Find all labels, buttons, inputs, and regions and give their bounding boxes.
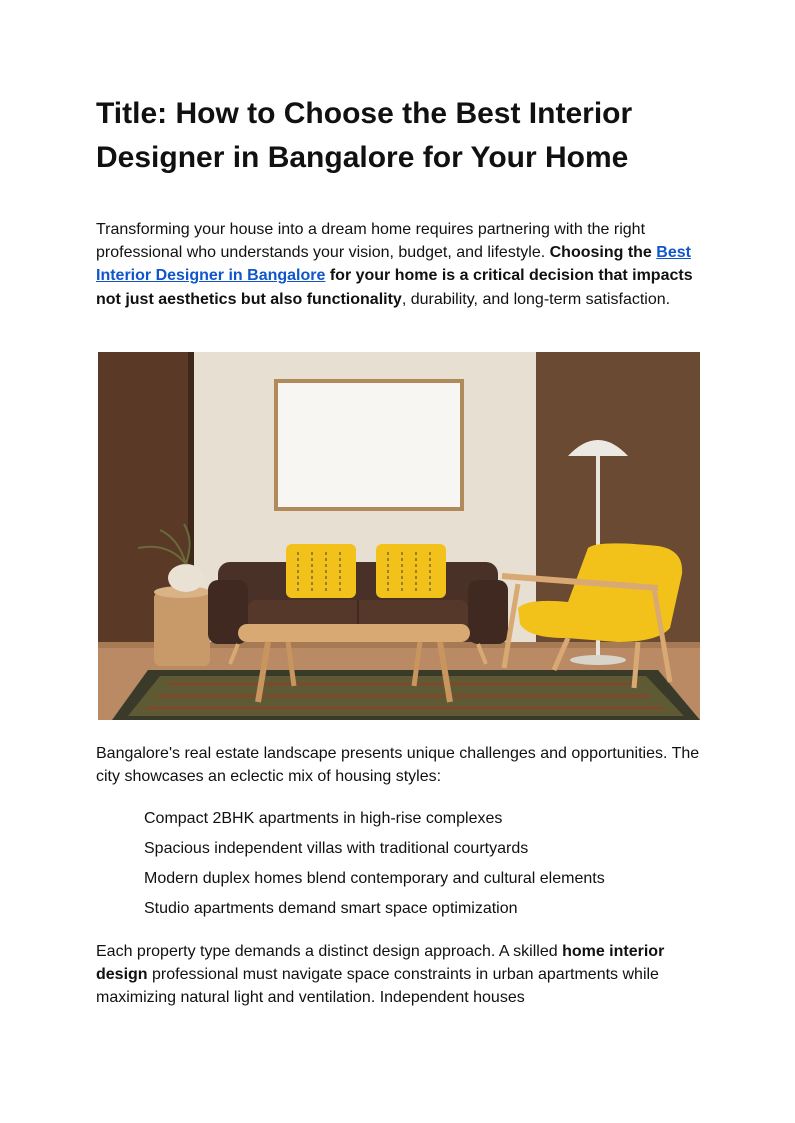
housing-paragraph: Bangalore's real estate landscape presents unique challenges and opportunities. The city showcases an eclectic mix of housing styles: bbox=[96, 745, 700, 786]
page-title: Title: How to Choose the Best Interior Designer in Bangalore for Your Home bbox=[96, 97, 633, 174]
intro-bold-start: Choosing the bbox=[549, 244, 657, 262]
closing-paragraph bbox=[96, 940, 706, 1010]
list-item: Spacious independent villas with traditional courtyards bbox=[144, 840, 529, 857]
intro-bold-end: for your home is a critical decision that impacts not just aesthetics but also functionality bbox=[96, 267, 693, 308]
living-room-image bbox=[98, 352, 700, 720]
list-item: Modern duplex homes blend contemporary and cultural elements bbox=[144, 870, 605, 887]
intro-paragraph bbox=[96, 218, 706, 311]
closing-text-end: professional must navigate space constraints in urban apartments while maximizing natural light and ventilation. Independent houses bbox=[96, 966, 659, 1007]
best-interior-designer-link[interactable]: Best Interior Designer in Bangalore bbox=[96, 244, 691, 285]
list-item: Studio apartments demand smart space optimization bbox=[144, 900, 518, 917]
housing-styles-list bbox=[144, 804, 605, 924]
intro-text: Transforming your house into a dream home requires partnering with the right professional who understands your vision, budget, and lifestyle. bbox=[96, 221, 646, 262]
closing-text: Each property type demands a distinct design approach. A skilled bbox=[96, 943, 563, 960]
closing-bold: home interior design bbox=[96, 943, 665, 984]
list-item: Compact 2BHK apartments in high-rise complexes bbox=[144, 810, 503, 827]
living-room-illustration bbox=[98, 352, 700, 720]
intro-text-end: , durability, and long-term satisfaction. bbox=[401, 290, 671, 308]
